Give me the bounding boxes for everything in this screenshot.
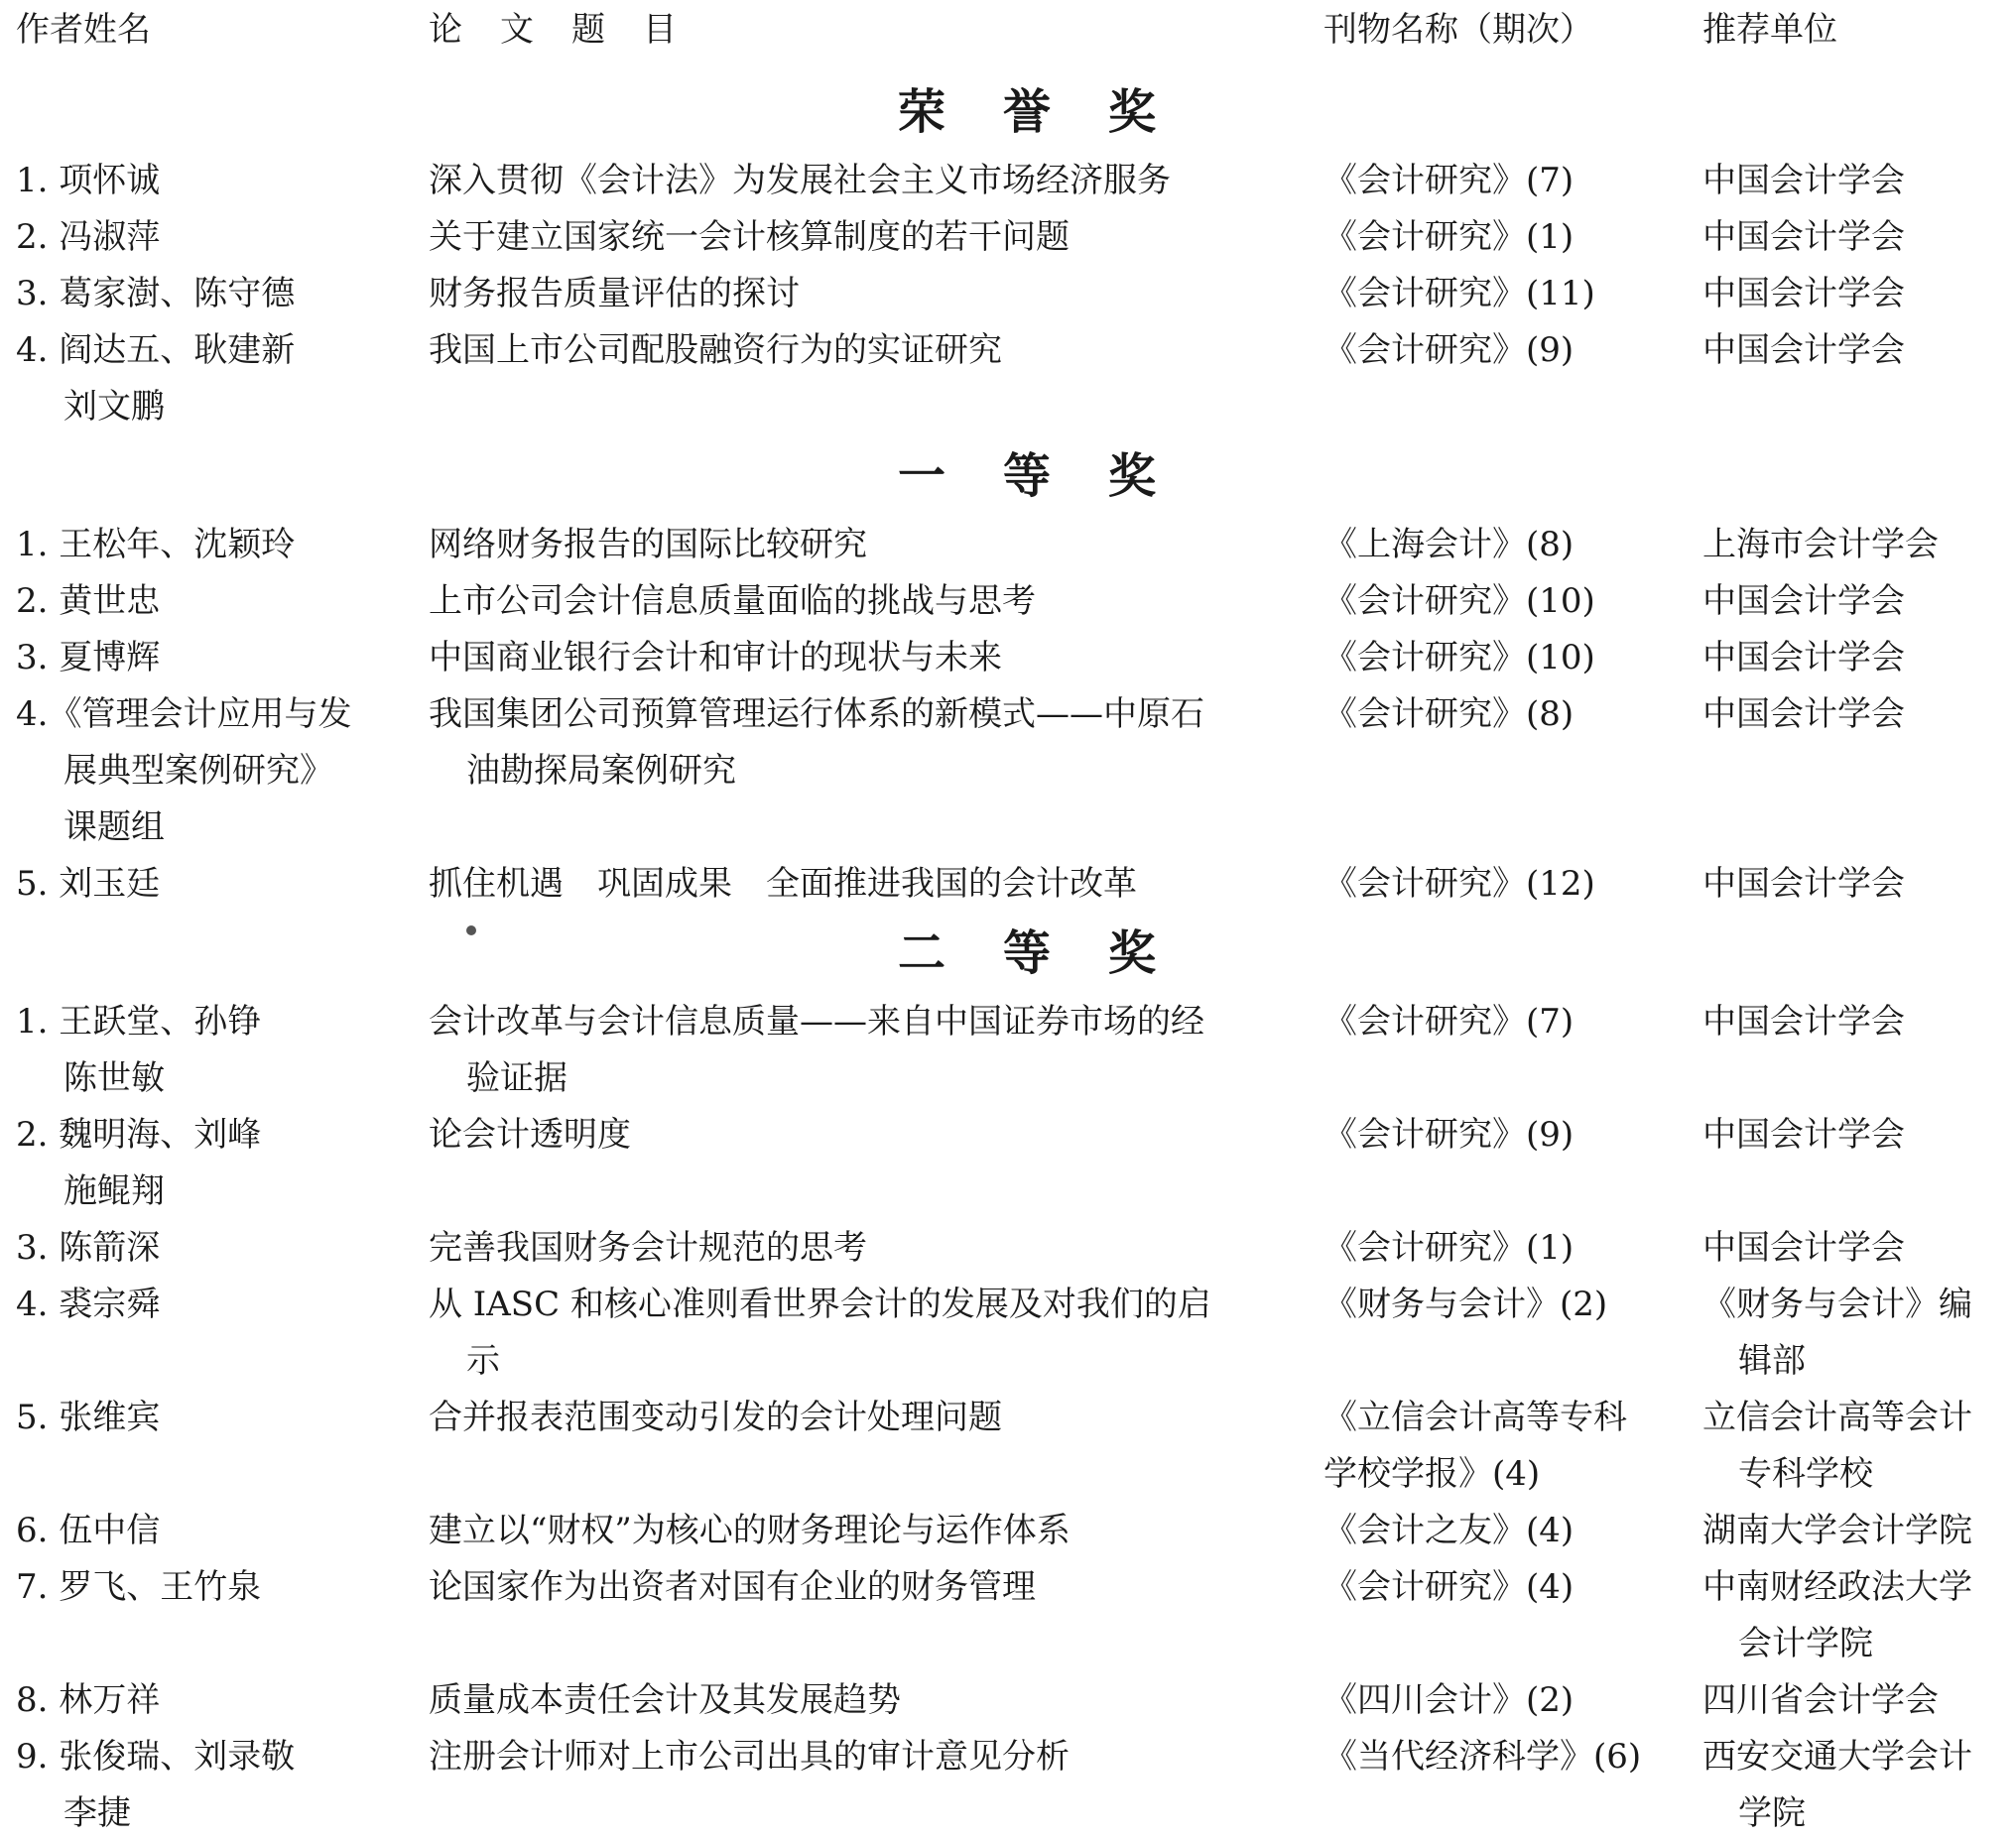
print-speck <box>466 925 476 935</box>
journal-cell <box>1323 1672 1701 1729</box>
unit-cell <box>1702 1503 2010 1559</box>
author-cell-line: 5. 刘玉廷 <box>16 864 161 904</box>
unit-cell-line: 中国会计学会 <box>1702 161 1905 200</box>
section-title <box>0 913 2016 994</box>
journal-cell-line: 《会计研究》(1) <box>1323 1228 1575 1268</box>
journal-cell-line: 《会计研究》(10) <box>1323 581 1595 621</box>
journal-cell <box>1323 1503 1701 1559</box>
title-cell <box>429 1277 1292 1390</box>
title-cell-line: 论会计透明度 <box>429 1115 631 1155</box>
journal-cell <box>1323 517 1701 573</box>
unit-cell-line: 中国会计学会 <box>1702 1115 1905 1155</box>
author-cell <box>16 686 423 856</box>
unit-cell <box>1702 1390 2010 1503</box>
author-cell <box>16 1277 423 1333</box>
title-cell-line: 质量成本责任会计及其发展趋势 <box>429 1680 901 1720</box>
title-cell <box>429 994 1292 1107</box>
section-title <box>0 435 2016 517</box>
author-cell-line: 陈世敏 <box>63 1058 165 1098</box>
journal-cell-line: 《四川会计》(2) <box>1323 1680 1575 1720</box>
award-row <box>0 1220 2016 1277</box>
author-cell-line: 7. 罗飞、王竹泉 <box>16 1567 262 1607</box>
unit-cell <box>1702 1729 2010 1842</box>
author-cell-line: 8. 林万祥 <box>16 1680 161 1720</box>
journal-cell <box>1323 209 1701 266</box>
title-cell <box>429 209 1292 266</box>
award-row <box>0 1107 2016 1220</box>
title-cell <box>429 1672 1292 1729</box>
unit-cell-line: 中国会计学会 <box>1702 217 1905 257</box>
unit-cell <box>1702 1277 2010 1390</box>
author-cell-line: 施鲲翔 <box>63 1171 165 1211</box>
author-cell <box>16 856 423 913</box>
unit-cell <box>1702 1107 2010 1164</box>
award-row <box>0 517 2016 573</box>
title-cell <box>429 630 1292 686</box>
author-cell <box>16 322 423 435</box>
title-cell-line: 抓住机遇 巩固成果 全面推进我国的会计改革 <box>429 864 1137 904</box>
author-cell-line: 课题组 <box>63 807 165 847</box>
journal-cell <box>1323 686 1701 743</box>
title-cell-line: 注册会计师对上市公司出具的审计意见分析 <box>429 1737 1070 1777</box>
title-cell-line: 建立以“财权”为核心的财务理论与运作体系 <box>429 1511 1071 1550</box>
journal-cell <box>1323 153 1701 209</box>
journal-cell <box>1323 322 1701 379</box>
journal-cell <box>1323 266 1701 322</box>
author-cell <box>16 630 423 686</box>
award-sections <box>0 71 2016 1842</box>
title-cell-line: 会计改革与会计信息质量——来自中国证券市场的经 <box>429 1002 1204 1042</box>
title-cell <box>429 573 1292 630</box>
award-row <box>0 209 2016 266</box>
author-cell <box>16 573 423 630</box>
title-cell-line: 从 IASC 和核心准则看世界会计的发展及对我们的启 <box>429 1285 1211 1324</box>
author-cell-line: 3. 陈箭深 <box>16 1228 161 1268</box>
unit-cell-line: 湖南大学会计学院 <box>1702 1511 1972 1550</box>
title-cell <box>429 1729 1292 1785</box>
title-cell <box>429 1559 1292 1616</box>
unit-cell <box>1702 994 2010 1050</box>
author-cell-line: 李捷 <box>63 1793 131 1833</box>
journal-cell-line: 《当代经济科学》(6) <box>1323 1737 1642 1777</box>
unit-cell-line: 中国会计学会 <box>1702 694 1905 734</box>
award-row <box>0 266 2016 322</box>
header-journal: 刊物名称（期次） <box>1323 10 1593 50</box>
section-title-text: 二等奖 <box>898 925 1214 981</box>
title-cell-line: 油勘探局案例研究 <box>466 751 736 791</box>
journal-cell <box>1323 1729 1701 1785</box>
author-cell-line: 4. 阎达五、耿建新 <box>16 330 296 370</box>
author-cell-line: 1. 项怀诚 <box>16 161 161 200</box>
section-title-text: 荣誉奖 <box>898 84 1214 140</box>
unit-cell <box>1702 1559 2010 1672</box>
author-cell-line: 4.《管理会计应用与发 <box>16 694 352 734</box>
author-cell <box>16 209 423 266</box>
award-row <box>0 1277 2016 1390</box>
author-cell-line: 4. 裘宗舜 <box>16 1285 161 1324</box>
journal-cell <box>1323 856 1701 913</box>
author-cell <box>16 266 423 322</box>
unit-cell-line: 中南财经政法大学 <box>1702 1567 1972 1607</box>
title-cell-line: 网络财务报告的国际比较研究 <box>429 525 867 564</box>
title-cell-line: 财务报告质量评估的探讨 <box>429 274 800 313</box>
author-cell <box>16 1390 423 1446</box>
author-cell <box>16 1559 423 1616</box>
award-row <box>0 1559 2016 1672</box>
unit-cell <box>1702 856 2010 913</box>
journal-cell-line: 《会计研究》(10) <box>1323 638 1595 677</box>
author-cell-line: 2. 冯淑萍 <box>16 217 161 257</box>
award-row <box>0 1390 2016 1503</box>
unit-cell-line: 中国会计学会 <box>1702 1228 1905 1268</box>
author-cell <box>16 1729 423 1842</box>
unit-cell-line: 专科学校 <box>1738 1454 1873 1494</box>
author-cell <box>16 517 423 573</box>
author-cell-line: 3. 葛家澍、陈守德 <box>16 274 296 313</box>
unit-cell <box>1702 266 2010 322</box>
journal-cell-line: 《会计研究》(9) <box>1323 1115 1575 1155</box>
award-row <box>0 1672 2016 1729</box>
title-cell-line: 示 <box>466 1341 500 1381</box>
unit-cell-line: 《财务与会计》编 <box>1702 1285 1972 1324</box>
title-cell-line: 我国集团公司预算管理运行体系的新模式——中原石 <box>429 694 1204 734</box>
unit-cell <box>1702 630 2010 686</box>
header-unit: 推荐单位 <box>1702 10 1837 50</box>
author-cell-line: 5. 张维宾 <box>16 1398 161 1437</box>
award-row <box>0 686 2016 856</box>
column-header-row <box>0 0 2016 71</box>
unit-cell-line: 学院 <box>1738 1793 1806 1833</box>
award-row <box>0 1503 2016 1559</box>
journal-cell <box>1323 630 1701 686</box>
author-cell-line: 2. 黄世忠 <box>16 581 161 621</box>
section-title-text: 一等奖 <box>898 448 1214 504</box>
unit-cell <box>1702 153 2010 209</box>
unit-cell-line: 西安交通大学会计 <box>1702 1737 1972 1777</box>
unit-cell <box>1702 1672 2010 1729</box>
title-cell-line: 合并报表范围变动引发的会计处理问题 <box>429 1398 1002 1437</box>
journal-cell-line: 《会计研究》(9) <box>1323 330 1575 370</box>
title-cell <box>429 686 1292 799</box>
author-cell-line: 2. 魏明海、刘峰 <box>16 1115 262 1155</box>
unit-cell-line: 辑部 <box>1738 1341 1806 1381</box>
author-cell <box>16 153 423 209</box>
unit-cell <box>1702 322 2010 379</box>
journal-cell-line: 《会计研究》(8) <box>1323 694 1575 734</box>
title-cell <box>429 856 1292 913</box>
unit-cell-line: 会计学院 <box>1738 1624 1873 1663</box>
title-cell-line: 论国家作为出资者对国有企业的财务管理 <box>429 1567 1036 1607</box>
title-cell <box>429 266 1292 322</box>
unit-cell-line: 四川省会计学会 <box>1702 1680 1939 1720</box>
journal-cell <box>1323 1107 1701 1164</box>
journal-cell-line: 《会计研究》(11) <box>1323 274 1595 313</box>
author-cell-line: 3. 夏博辉 <box>16 638 161 677</box>
header-author: 作者姓名 <box>16 10 151 50</box>
title-cell-line: 上市公司会计信息质量面临的挑战与思考 <box>429 581 1036 621</box>
author-cell-line: 9. 张俊瑞、刘录敬 <box>16 1737 296 1777</box>
title-cell-line: 我国上市公司配股融资行为的实证研究 <box>429 330 1002 370</box>
unit-cell-line: 中国会计学会 <box>1702 1002 1905 1042</box>
unit-cell <box>1702 573 2010 630</box>
author-cell-line: 6. 伍中信 <box>16 1511 161 1550</box>
award-row <box>0 573 2016 630</box>
journal-cell <box>1323 1220 1701 1277</box>
unit-cell-line: 上海市会计学会 <box>1702 525 1939 564</box>
author-cell-line: 刘文鹏 <box>63 387 165 427</box>
award-row <box>0 153 2016 209</box>
title-cell <box>429 1107 1292 1164</box>
author-cell <box>16 994 423 1107</box>
journal-cell-line: 《会计研究》(4) <box>1323 1567 1575 1607</box>
title-cell <box>429 153 1292 209</box>
title-cell-line: 完善我国财务会计规范的思考 <box>429 1228 867 1268</box>
journal-cell-line: 《财务与会计》(2) <box>1323 1285 1608 1324</box>
unit-cell <box>1702 1220 2010 1277</box>
section-title <box>0 71 2016 153</box>
author-cell-line: 1. 王松年、沈颖玲 <box>16 525 296 564</box>
unit-cell-line: 中国会计学会 <box>1702 330 1905 370</box>
title-cell <box>429 1390 1292 1446</box>
author-cell <box>16 1220 423 1277</box>
unit-cell <box>1702 686 2010 743</box>
author-cell-line: 1. 王跃堂、孙铮 <box>16 1002 262 1042</box>
journal-cell-line: 《会计之友》(4) <box>1323 1511 1575 1550</box>
unit-cell <box>1702 517 2010 573</box>
journal-cell <box>1323 1390 1701 1503</box>
title-cell-line: 关于建立国家统一会计核算制度的若干问题 <box>429 217 1070 257</box>
title-cell-line: 验证据 <box>466 1058 567 1098</box>
author-cell <box>16 1107 423 1220</box>
journal-cell-line: 《会计研究》(12) <box>1323 864 1595 904</box>
title-cell-line: 中国商业银行会计和审计的现状与未来 <box>429 638 1002 677</box>
award-row <box>0 856 2016 913</box>
author-cell <box>16 1672 423 1729</box>
unit-cell-line: 中国会计学会 <box>1702 274 1905 313</box>
unit-cell-line: 中国会计学会 <box>1702 581 1905 621</box>
author-cell-line: 展典型案例研究》 <box>63 751 333 791</box>
title-cell <box>429 1503 1292 1559</box>
journal-cell-line: 《会计研究》(7) <box>1323 1002 1575 1042</box>
award-row <box>0 322 2016 435</box>
unit-cell-line: 立信会计高等会计 <box>1702 1398 1972 1437</box>
journal-cell <box>1323 1277 1701 1333</box>
title-cell <box>429 517 1292 573</box>
title-cell <box>429 322 1292 379</box>
award-row <box>0 630 2016 686</box>
award-row <box>0 1729 2016 1842</box>
author-cell <box>16 1503 423 1559</box>
journal-cell-line: 《会计研究》(7) <box>1323 161 1575 200</box>
unit-cell-line: 中国会计学会 <box>1702 638 1905 677</box>
journal-cell-line: 《立信会计高等专科 <box>1323 1398 1627 1437</box>
unit-cell <box>1702 209 2010 266</box>
title-cell <box>429 1220 1292 1277</box>
award-row <box>0 994 2016 1107</box>
journal-cell-line: 《会计研究》(1) <box>1323 217 1575 257</box>
journal-cell-line: 《上海会计》(8) <box>1323 525 1575 564</box>
journal-cell <box>1323 573 1701 630</box>
journal-cell <box>1323 1559 1701 1616</box>
journal-cell-line: 学校学报》(4) <box>1323 1454 1541 1494</box>
header-title: 论文题目 <box>429 10 714 50</box>
unit-cell-line: 中国会计学会 <box>1702 864 1905 904</box>
title-cell-line: 深入贯彻《会计法》为发展社会主义市场经济服务 <box>429 161 1171 200</box>
journal-cell <box>1323 994 1701 1050</box>
